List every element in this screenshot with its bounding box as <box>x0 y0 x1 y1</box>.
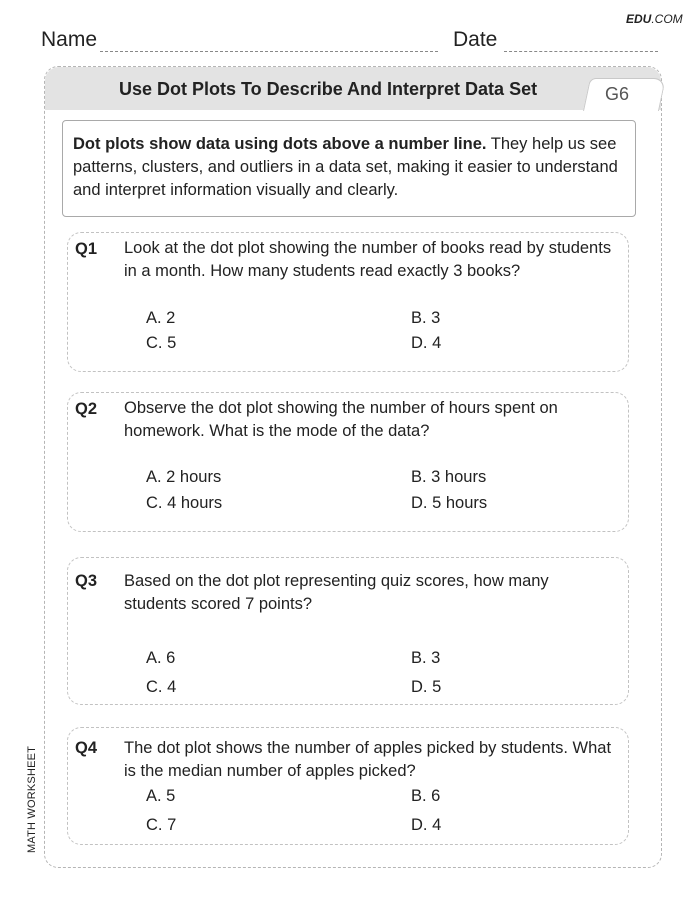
q2-option-b[interactable]: B. 3 hours <box>411 468 487 486</box>
q1-option-c[interactable]: C. 5 <box>146 334 177 352</box>
q3-option-b[interactable]: B. 3 <box>411 649 441 667</box>
q4-option-b[interactable]: B. 6 <box>411 787 441 805</box>
q4-option-d[interactable]: D. 4 <box>411 816 442 834</box>
intro-text: They help us see patterns, clusters, and outliers in a data set, making it easier to understand and interpret information visually and clearly. <box>73 135 618 199</box>
worksheet-title: Use Dot Plots To Describe And Interpret Data Set <box>119 79 538 99</box>
q2-option-d[interactable]: D. 5 hours <box>411 494 488 512</box>
brand-logo-rest: .COM <box>651 12 683 26</box>
q3-option-a[interactable]: A. 6 <box>146 649 176 667</box>
q1-option-d[interactable]: D. 4 <box>411 334 442 352</box>
question-text-2: Observe the dot plot showing the number of hours spent on homework. What is the mode of the data? <box>124 399 558 440</box>
question-text-1: Look at the dot plot showing the number of books read by students in a month. How many students read exactly 3 books? <box>124 239 612 280</box>
question-number-2: Q2 <box>75 400 98 418</box>
q4-option-c[interactable]: C. 7 <box>146 816 177 834</box>
question-text-3: Based on the dot plot representing quiz scores, how many students scored 7 points? <box>124 572 549 613</box>
question-number-4: Q4 <box>75 739 98 757</box>
question-number-1: Q1 <box>75 240 98 258</box>
grade-label: G6 <box>605 84 630 104</box>
name-line[interactable] <box>100 51 438 52</box>
q3-option-c[interactable]: C. 4 <box>146 678 177 696</box>
brand-logo-bold: EDU <box>626 12 652 26</box>
brand-logo <box>626 12 683 26</box>
q2-option-c[interactable]: C. 4 hours <box>146 494 223 512</box>
q4-option-a[interactable]: A. 5 <box>146 787 176 805</box>
date-label: Date <box>453 28 498 51</box>
intro-bold-text: Dot plots show data using dots above a number line. <box>73 135 487 153</box>
q1-option-a[interactable]: A. 2 <box>146 309 176 327</box>
question-text-4: The dot plot shows the number of apples picked by students. What is the median number of apples picked? <box>124 739 612 780</box>
question-number-3: Q3 <box>75 572 98 590</box>
intro-box <box>62 120 636 217</box>
worksheet-frame <box>44 66 662 868</box>
q1-option-b[interactable]: B. 3 <box>411 309 441 327</box>
side-label: MATH WORKSHEET <box>26 745 38 853</box>
q2-option-a[interactable]: A. 2 hours <box>146 468 222 486</box>
q3-option-d[interactable]: D. 5 <box>411 678 442 696</box>
date-line[interactable] <box>504 51 658 52</box>
name-label: Name <box>41 28 98 51</box>
